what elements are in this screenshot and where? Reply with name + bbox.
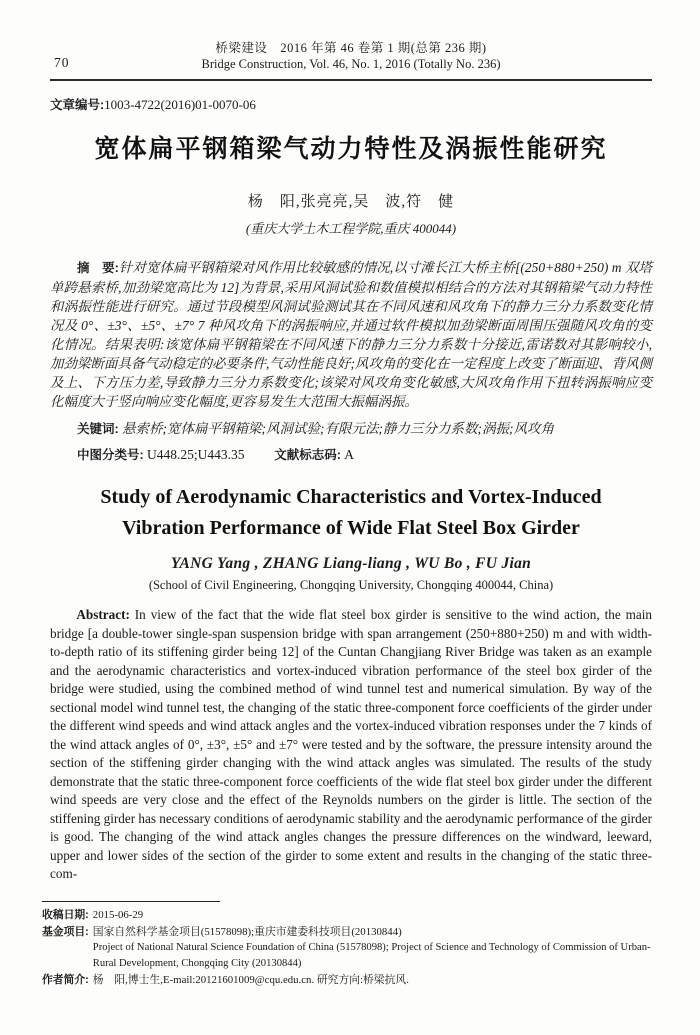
authors-cn: 杨 阳,张亮亮,吴 波,符 健 bbox=[247, 194, 455, 210]
received-date-label: 收稿日期: bbox=[42, 909, 89, 921]
journal-title-en: Bridge Construction, Vol. 46, No. 1, 2016 (Totally No. 236) bbox=[201, 57, 501, 71]
article-number-value: 1003-4722(2016)01-0070-06 bbox=[104, 97, 256, 112]
paper-title-en: Study of Aerodynamic Characteristics and Vortex-Induced Vibration Performance of Wide Flat Steel Box Girder bbox=[100, 486, 602, 539]
affiliation-en: (School of Civil Engineering, Chongqing University, Chongqing 400044, China) bbox=[148, 578, 554, 592]
clc-line bbox=[50, 442, 652, 468]
paper-title-cn: 宽体扁平钢箱梁气动力特性及涡振性能研究 bbox=[94, 135, 608, 163]
received-date-value: 2015-06-29 bbox=[92, 909, 144, 921]
keywords-label: 关键词: bbox=[77, 422, 119, 436]
journal-header bbox=[50, 40, 652, 81]
fund-cn: 国家自然科学基金项目(51578098);重庆市建委科技项目(20130844) bbox=[92, 925, 402, 938]
author-bio-value: 杨 阳,博士生,E-mail:20121601009@cqu.edu.cn. 研究方向:桥梁抗风. bbox=[92, 973, 409, 986]
article-number-line bbox=[50, 95, 652, 113]
fund-label: 基金项目: bbox=[42, 925, 89, 938]
clc-value: U448.25;U443.35 bbox=[147, 447, 245, 462]
journal-title-cn: 桥梁建设 2016 年第 46 卷第 1 期(总第 236 期) bbox=[215, 41, 487, 55]
authors-en: YANG Yang , ZHANG Liang-liang , WU Bo , FU Jian bbox=[170, 555, 532, 572]
footnote-rule bbox=[42, 901, 220, 902]
abstract-en-body: In view of the fact that the wide flat steel box girder is sensitive to the wind action, the main bridge [a double-tower single-span suspension bridge with span arrangement (250+880+250) m and with width-to-depth ratio of its stiffening girder being 12] of the Cuntan Changjiang River Bridge was taken as an example and the aerodynamic characteristics and vortex-induced vibration performance of the steel box girder of the bridge were studied, using the combined method of wind tunnel test and numerical simulation. By way of the sectional model wind tunnel test, the changing of the static three-component force coefficients of the girder under the different wind speeds and wind attack angles and the vortex-induced vibration responses under the 7 kinds of the wind attack angles of 0°, ±3°, ±5° and ±7° were tested and by the software, the pressure intensity around the section of the stiffening girder changing with the wind attack angles was simulated. The results of the study demonstrate that the static three-component force coefficients of the wide flat steel box girder under the different wind speeds are very close and the effect of the Reynolds numbers on the girder is little. The section of the stiffening girder has necessary conditions of aerodynamic stability and the aerodynamic performance of the girder is good. The changing of the wind attack angles changes the pressure differences on the windward, leeward, upper and lower sides of the section of the girder to some extent and results in the changing of the static three-com- bbox=[50, 607, 652, 881]
keywords-line bbox=[50, 416, 652, 442]
abstract-cn bbox=[50, 258, 652, 411]
page-number: 70 bbox=[54, 55, 70, 70]
abstract-en-label: Abstract: bbox=[76, 607, 130, 622]
author-bio-label: 作者简介: bbox=[42, 973, 89, 986]
keywords-value: 悬索桥;宽体扁平钢箱梁;风洞试验;有限元法;静力三分力系数;涡振;风攻角 bbox=[122, 421, 555, 436]
fund-content bbox=[93, 924, 660, 972]
doc-code-value: A bbox=[344, 447, 355, 462]
affiliation-cn: (重庆大学土木工程学院,重庆 400044) bbox=[245, 221, 457, 236]
doc-code-label: 文献标志码: bbox=[274, 448, 341, 462]
abstract-cn-label: 摘 要: bbox=[77, 261, 119, 275]
received-date-row bbox=[42, 907, 660, 924]
abstract-cn-body: 针对宽体扁平钢箱梁对风作用比较敏感的情况,以寸滩长江大桥主桥[(250+880+250) m 双塔单跨悬索桥,加劲梁宽高比为 12]为背景,采用风洞试验和数值模拟相结合的方法对其钢箱梁气动力特性和涡振性能进行研究。通过节段模型风洞试验测试其在不同风速和风攻角下的静力三分力系数变化情况及 0°、±3°、±5°、±7° 7 种风攻角下的涡振响应,并通过软件模拟加劲梁断面周围压强随风攻角的变化情况。结果表明:该宽体扁平钢箱梁在不同风速下的静力三分力系数十分接近,雷诺数对其影响较小,加劲梁断面具备气动稳定的必要条件,气动性能良好;风攻角的变化在一定程度上改变了断面迎、背风侧及上、下方压力差,导致静力三分力系数变化;该梁对风攻角变化敏感,大风攻角作用下扭转涡振响应变化幅度大于竖向响应变化幅度,更容易发生大范围大振幅涡振。 bbox=[50, 260, 652, 409]
journal-header-center bbox=[50, 40, 652, 72]
footnotes bbox=[42, 901, 660, 988]
author-bio-row bbox=[42, 972, 660, 989]
article-number-label: 文章编号: bbox=[50, 98, 105, 112]
clc-label: 中图分类号: bbox=[77, 448, 144, 462]
fund-en: Project of National Natural Science Foundation of China (51578098); Project of Science and Technology of Commission of Urban-Rural Development, Chongqing City (20130844) bbox=[92, 942, 651, 969]
abstract-en bbox=[50, 606, 652, 884]
fund-row bbox=[42, 924, 660, 972]
